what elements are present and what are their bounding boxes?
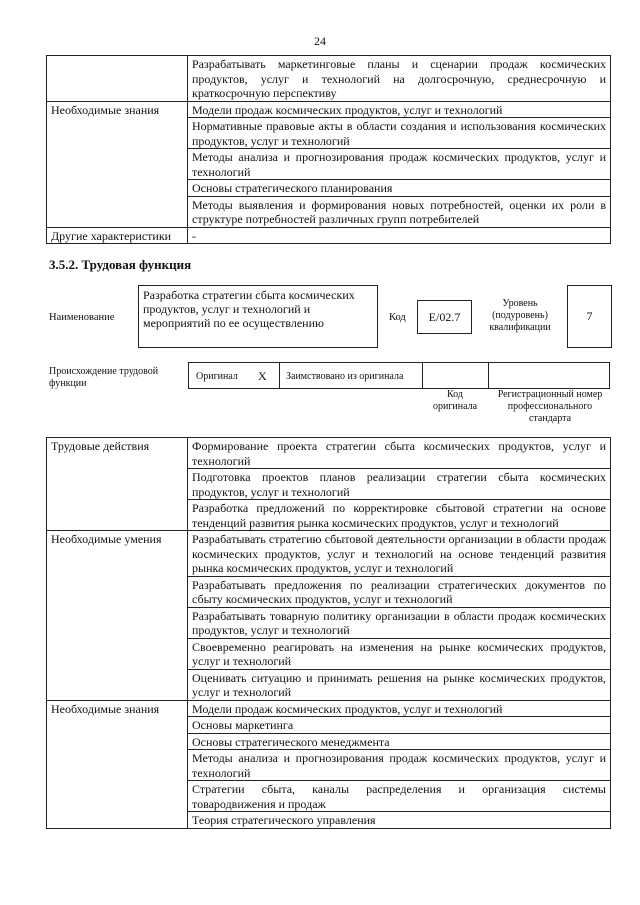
divider [279, 362, 280, 388]
code-value-box: E/02.7 [417, 300, 472, 334]
code-label: Код [389, 312, 406, 323]
original-mark: X [258, 369, 267, 383]
knowledge-item: Модели продаж космических продуктов, услуг и технологий [188, 700, 611, 717]
section-heading: 3.5.2. Трудовая функция [49, 257, 192, 272]
skill-item: Оценивать ситуацию и принимать решения на рынке космических продуктов, услуг и технологий [188, 669, 611, 700]
row-text: - [188, 227, 611, 244]
skill-item: Своевременно реагировать на изменения на рынке космических продуктов, услуг и технологий [188, 638, 611, 669]
row-text: Разрабатывать маркетинговые планы и сценарии продаж космических продуктов, услуг и технологий на долгосрочную, среднесрочную и краткосрочную перспективу [188, 56, 611, 102]
skill-item: Разрабатывать предложения по реализации стратегических документов по сбыту космических продуктов, услуг и технологий [188, 576, 611, 607]
row-label-empty [47, 717, 188, 734]
row-label-empty [47, 733, 188, 750]
group-label-skills: Необходимые умения [47, 531, 188, 577]
competency-table-continued [46, 55, 611, 244]
divider [422, 362, 423, 388]
row-label-empty [47, 607, 188, 638]
row-text: Модели продаж космических продуктов, услуг и технологий [188, 101, 611, 118]
labor-function-table [46, 437, 611, 829]
knowledge-item: Методы анализа и прогнозирования продаж космических продуктов, услуг и технологий [188, 750, 611, 781]
knowledge-item: Стратегии сбыта, каналы распределения и организация системы товародвижения и продаж [188, 781, 611, 812]
row-label-empty [47, 669, 188, 700]
knowledge-item: Основы маркетинга [188, 717, 611, 734]
row-label-empty [47, 180, 188, 197]
group-label-knowledge: Необходимые знания [47, 700, 188, 717]
row-label-empty [47, 469, 188, 500]
knowledge-item: Теория стратегического управления [188, 812, 611, 829]
group-label-actions: Трудовые действия [47, 438, 188, 469]
row-label-empty [47, 149, 188, 180]
action-item: Формирование проекта стратегии сбыта космических продуктов, услуг и технологий [188, 438, 611, 469]
reg-number-caption: Регистрационный номер профессионального стандарта [497, 389, 603, 424]
row-label-empty [47, 781, 188, 812]
row-text: Методы выявления и формирования новых потребностей, оценки их роли в структуре потребностей различных групп потребителей [188, 196, 611, 227]
row-label-other: Другие характеристики [47, 227, 188, 244]
function-name-box: Разработка стратегии сбыта космических продуктов, услуг и технологий и мероприятий по ее осуществлению [138, 285, 378, 348]
skill-item: Разрабатывать товарную политику организации в области продаж космических продуктов, услуг и технологий [188, 607, 611, 638]
row-label-empty [47, 576, 188, 607]
row-text: Методы анализа и прогнозирования продаж космических продуктов, услуг и технологий [188, 149, 611, 180]
name-label: Наименование [49, 312, 115, 323]
original-label: Оригинал [196, 371, 238, 382]
knowledge-item: Основы стратегического менеджмента [188, 733, 611, 750]
row-text: Нормативные правовые акты в области создания и использования космических продуктов, услуг и технологий [188, 118, 611, 149]
row-label-empty [47, 638, 188, 669]
row-label-knowledge: Необходимые знания [47, 101, 188, 118]
level-value-box: 7 [567, 285, 612, 348]
skill-item: Разрабатывать стратегию сбытовой деятельности организации в области продаж космических продуктов, услуг и технологий на основе тенденций развития рынка космических продуктов, услуг и технологий [188, 531, 611, 577]
row-label-empty [47, 750, 188, 781]
row-label-empty [47, 500, 188, 531]
action-item: Разработка предложений по корректировке сбытовой стратегии на основе тенденций развития рынка космических продуктов, услуг и технологий [188, 500, 611, 531]
row-label [47, 56, 188, 102]
row-label-empty [47, 118, 188, 149]
row-text: Основы стратегического планирования [188, 180, 611, 197]
code-original-caption: Код оригинала [432, 389, 478, 412]
action-item: Подготовка проектов планов реализации стратегии сбыта космических продуктов, услуг и технологий [188, 469, 611, 500]
row-label-empty [47, 196, 188, 227]
borrowed-label: Заимствовано из оригинала [286, 371, 404, 382]
divider [488, 362, 489, 388]
row-label-empty [47, 812, 188, 829]
level-label: Уровень (подуровень) квалификации [489, 298, 551, 333]
origin-label: Происхождение трудовой функции [49, 366, 159, 389]
page-number: 24 [314, 34, 326, 48]
